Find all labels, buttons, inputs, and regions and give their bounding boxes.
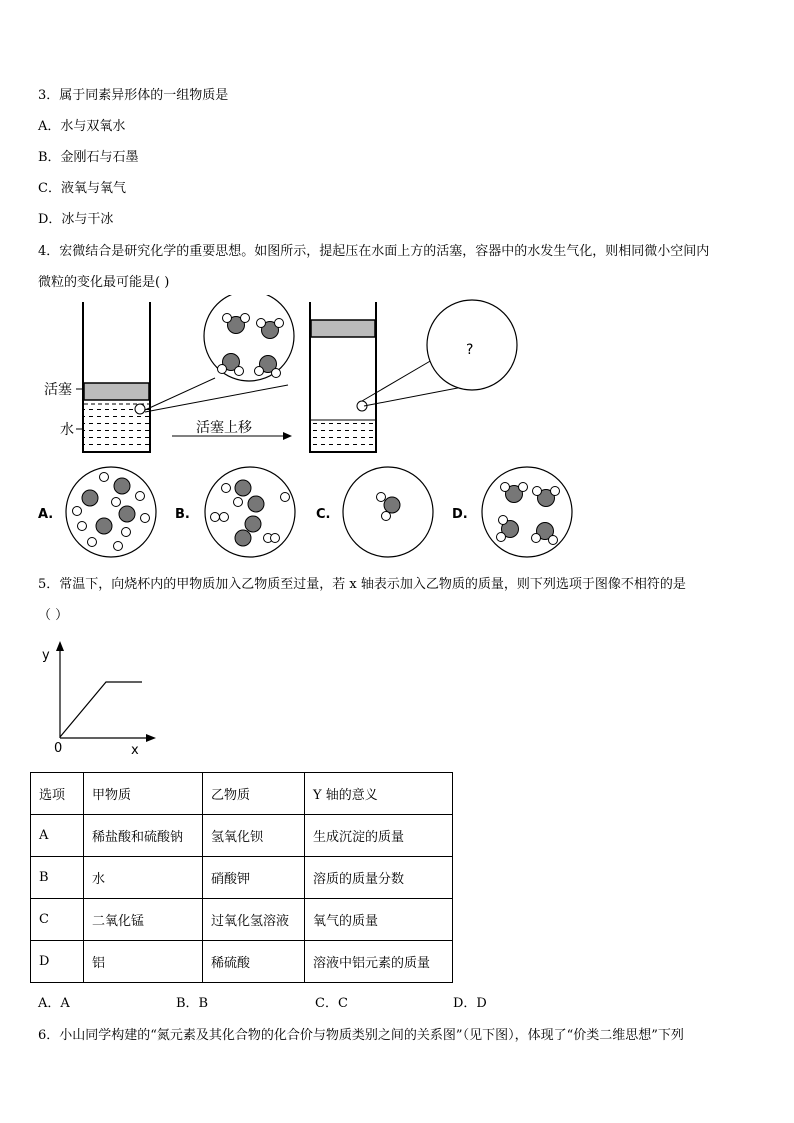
table-cell: D: [31, 941, 84, 983]
choice-a-label: A.: [38, 507, 54, 522]
table-header-cell: 选项: [31, 773, 84, 815]
q3-option-b: B．金刚石与石墨: [38, 150, 139, 165]
table-header-row: [31, 773, 453, 815]
piston-label: 活塞: [44, 382, 72, 398]
table-cell: 生成沉淀的质量: [305, 815, 453, 857]
table-row: [31, 941, 453, 983]
q3-option-d: D．冰与干冰: [38, 212, 114, 227]
q5-answer-d: D．D: [453, 996, 487, 1011]
table-row: [31, 857, 453, 899]
choice-c-label: C.: [316, 507, 331, 522]
origin-label: 0: [54, 741, 63, 756]
q5-table: [30, 772, 453, 983]
y-axis-label: y: [42, 648, 50, 663]
table-cell: 铝: [84, 941, 203, 983]
right-piston: [311, 320, 375, 337]
x-axis-label: x: [131, 743, 139, 758]
left-container: [76, 302, 151, 452]
table-cell: C: [31, 899, 84, 941]
table-cell: 水: [84, 857, 203, 899]
q6-stem-line1: 6．小山同学构建的“氮元素及其化合物的化合价与物质类别之间的关系图”（见下图），体现了“价类二维思想”下列: [38, 1028, 684, 1043]
table-header-cell: Y 轴的意义: [305, 773, 453, 815]
choice-d-circle: [482, 467, 572, 557]
table-cell: 硝酸钾: [203, 857, 305, 899]
table-cell: 溶质的质量分数: [305, 857, 453, 899]
q3-option-c: C．液氧与氧气: [38, 181, 126, 196]
q5-answer-a: A．A: [38, 996, 70, 1011]
table-header-cell: 乙物质: [203, 773, 305, 815]
q4-figure: [0, 295, 794, 560]
right-container: [309, 302, 377, 452]
q5-answer-c: C．C: [315, 996, 348, 1011]
table-cell: 稀盐酸和硫酸钠: [84, 815, 203, 857]
table-cell: 溶液中铝元素的质量: [305, 941, 453, 983]
q3-stem: 3．属于同素异形体的一组物质是: [38, 88, 229, 103]
table-row: [31, 815, 453, 857]
q4-stem-line2: 微粒的变化最可能是( ): [38, 275, 170, 290]
table-cell: 过氧化氢溶液: [203, 899, 305, 941]
question-mark: ?: [466, 342, 474, 358]
q5-answer-b: B．B: [176, 996, 209, 1011]
q4-stem-line1: 4．宏微结合是研究化学的重要思想。如图所示，提起压在水面上方的活塞，容器中的水发生气化，则相同微小空间内: [38, 244, 710, 259]
choice-d-label: D.: [452, 507, 468, 522]
q5-stem-line2: （ ）: [38, 608, 69, 623]
right-water: [311, 420, 375, 450]
choice-b-label: B.: [175, 507, 190, 522]
arrow-label: 活塞上移: [196, 420, 252, 436]
q5-stem-line1: 5．常温下，向烧杯内的甲物质加入乙物质至过量，若 x 轴表示加入乙物质的质量，则下列选项于图像不相符的是: [38, 577, 686, 592]
left-piston: [84, 383, 149, 400]
table-row: [31, 899, 453, 941]
table-cell: A: [31, 815, 84, 857]
table-cell: 稀硫酸: [203, 941, 305, 983]
table-header-cell: 甲物质: [84, 773, 203, 815]
choice-b-circle: [205, 467, 295, 557]
q3-option-a: A．水与双氧水: [38, 119, 126, 134]
table-cell: 氧气的质量: [305, 899, 453, 941]
water-label: 水: [60, 422, 74, 438]
table-cell: 氢氧化钡: [203, 815, 305, 857]
table-cell: B: [31, 857, 84, 899]
table-cell: 二氧化锰: [84, 899, 203, 941]
q5-graph: [30, 638, 160, 760]
